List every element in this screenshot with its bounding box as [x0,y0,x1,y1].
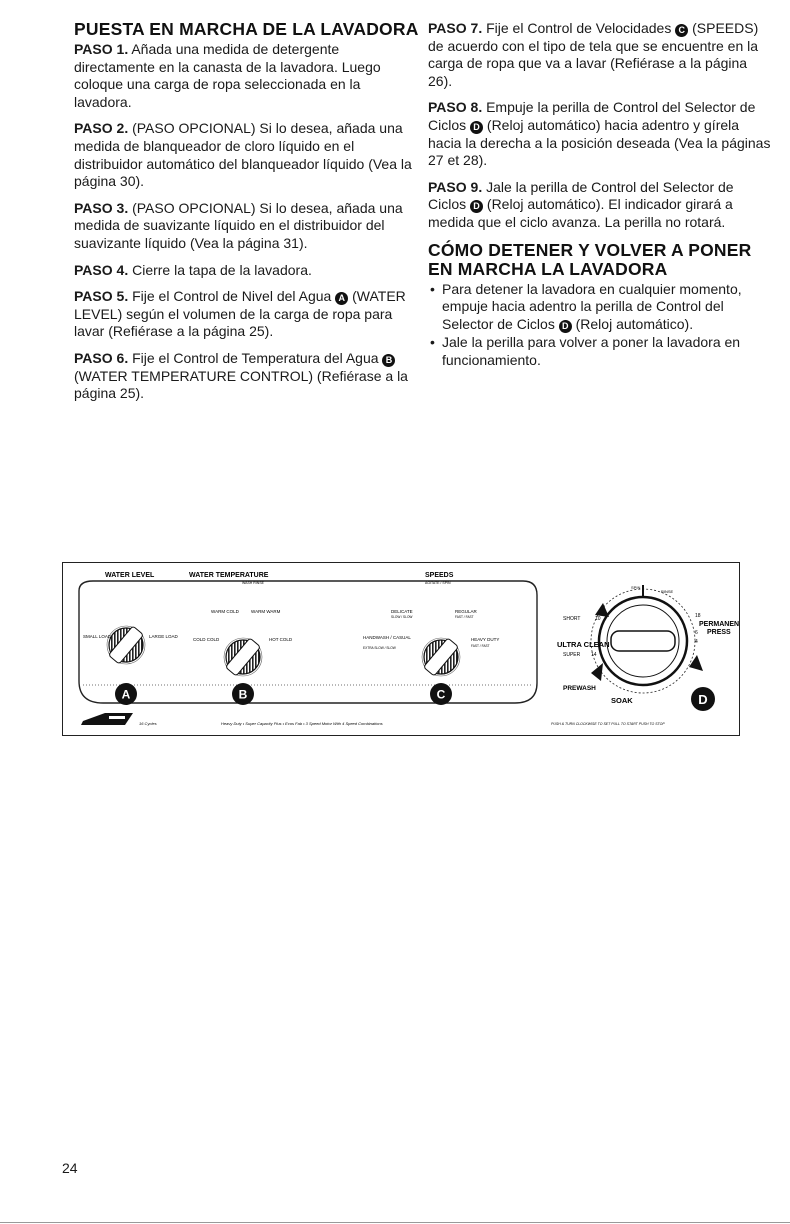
step-7 [428,20,773,90]
step-text: Empuje la perilla de Control del Selector de Ciclos [428,99,756,133]
speeds-left-sub: EXTRA SLOW / SLOW [363,646,396,650]
step-text: (WATER LEVEL) según el volumen de la carga de ropa para lavar (Refiérase a la página 25). [74,288,406,340]
stop-restart-list [428,281,773,370]
step-text: (Reloj automático) hacia adentro y gírela hacia la derecha a la posición deseada (Vea la páginas 27 et 28). [428,116,771,169]
step-text: Cierre la tapa de la lavadora. [132,261,312,278]
cycle-n18-label: 18 [695,613,701,619]
list-item [428,334,773,369]
marker-d-icon: D [470,200,483,213]
step-6 [74,350,419,403]
footer-instructions-text: PUSH & TURN CLOCKWISE TO SET PULL TO START PUSH TO STOP [551,722,665,726]
speeds-top-right-sub: FAST / FAST [455,615,474,619]
speeds-knob [422,638,460,676]
water-temp-header: WATER TEMPERATURE [189,572,269,579]
speeds-top-left-sub: SLOW / SLOW [391,615,413,619]
cycle-permanent-label: PERMANENT [699,621,739,628]
cycle-ultra-clean-label: ULTRA CLEAN [557,640,610,649]
marker-d-label: D [698,692,708,707]
step-label: PASO 2. [74,120,129,137]
step-label: PASO 1. [74,41,129,57]
step-3 [74,200,419,253]
step-label: PASO 6. [74,349,129,366]
marker-a-icon: A [335,292,348,305]
step-text: Fije el Control de Velocidades [486,20,672,36]
step-text: Añada una medida de detergente directamente en la canasta de la lavadora. Luego coloque una carga de ropa seleccionada en la lavadora. [74,41,381,110]
footer-features-text: Heavy Duty • Super Capacity Plus • Ecos Fab • 3 Speed Motor With 4 Speed Combinations [221,721,383,726]
cycle-soak-label: SOAK [611,696,633,705]
list-item-text: Para detener la lavadora en cualquier momento, empuje hacia adentro la perilla de Control del Selector de Ciclos [442,280,742,332]
step-text: (PASO OPCIONAL) Si lo desea, añada una medida de suavizante líquido en el distribuidor del suavizante líquido (Vea la página 31). [74,199,403,251]
water-temp-sub: WASH RINSE [241,581,265,585]
cycle-prewash-label: PREWASH [563,685,596,692]
step-1 [74,41,419,111]
cycle-spin-label: SPIN [631,585,641,590]
list-item-text: (Reloj automático). [575,315,694,332]
marker-b-icon: B [382,354,395,367]
water-level-right-label: LARGE LOAD [149,634,178,639]
marker-d-icon: D [470,121,483,134]
water-temp-right-label: HOT COLD [269,637,293,642]
step-text: (WATER TEMPERATURE CONTROL) (Refiérase a la página 25). [74,367,408,402]
step-text: Fije el Control de Temperatura del Agua [132,349,379,366]
step-8 [428,99,773,169]
step-4 [74,262,419,280]
speeds-right-label: HEAVY DUTY [471,637,500,642]
step-label: PASO 4. [74,261,129,278]
cycle-n14-label: 14 [591,652,597,658]
cycle-selector-dial [591,585,703,693]
cycle-short-label: SHORT [563,616,581,622]
speeds-top-right-label: REGULAR [455,609,477,614]
control-panel-illustration [62,562,740,736]
speeds-sub: AGITATE / SPIN [425,581,451,585]
list-item [428,281,773,334]
speeds-top-left-label: DELICATE [391,609,413,614]
step-label: PASO 9. [428,178,483,195]
speeds-right-sub: FAST / FAST [471,644,490,648]
water-level-knob [107,626,145,664]
bottom-edge-line [0,1222,790,1223]
cycle-n4-label: 4 [695,639,698,645]
step-9 [428,179,773,232]
water-temp-top-left-label: WARM COLD [211,609,239,614]
cycle-rinse-label: RINSE [661,589,674,594]
marker-d-icon: D [559,320,572,333]
footer-brand-text: 16 Cycles [139,721,157,726]
step-label: PASO 3. [74,199,129,216]
brand-logo-icon [81,713,133,725]
water-level-header: WATER LEVEL [105,572,155,579]
water-temp-top-right-label: WARM WARM [251,609,281,614]
list-item-text: Jale la perilla para volver a poner la lavadora en funcionamiento. [442,334,741,368]
step-label: PASO 5. [74,288,129,305]
marker-c-label: C [436,687,446,702]
step-5 [74,288,419,341]
page-number: 24 [62,1160,78,1176]
water-level-left-label: SMALL LOAD [83,634,112,639]
step-text: Fije el Control de Nivel del Agua [132,288,332,305]
cycle-press-label: PRESS [707,629,731,636]
water-temp-knob [224,638,262,676]
water-temp-left-label: COLD COLD [193,637,220,642]
step-text: Jale la perilla de Control del Selector de Ciclos [428,178,734,213]
cycle-n10-label: 10 [595,616,601,622]
marker-b-label: B [238,687,248,702]
step-label: PASO 8. [428,99,483,116]
step-2 [74,120,419,190]
section-title-start: PUESTA EN MARCHA DE LA LAVADORA [74,19,419,39]
cycle-n6-label: 6 [695,630,698,636]
marker-a-label: A [121,687,131,702]
right-column [428,20,773,371]
step-text: (PASO OPCIONAL) Si lo desea, añada una medida de blanqueador de cloro líquido en el distribuidor automático del blanqueador líquido (Vea la página 30). [74,120,412,190]
speeds-left-label: HANDWASH / CASUAL [363,635,411,640]
step-text: (Reloj automático). El indicador girará a medida que el ciclo avanza. La perilla no rotará. [428,196,733,230]
step-label: PASO 7. [428,20,483,36]
marker-c-icon: C [675,24,688,37]
control-panel-svg [63,563,739,735]
cycle-super-label: SUPER [563,652,581,658]
left-column [74,20,419,412]
step-text: (SPEEDS) de acuerdo con el tipo de tela que se encuentre en la carga de ropa que va a lavar (Refiérase a la página 26). [428,20,759,89]
section-title-stop-restart: CÓMO DETENER Y VOLVER A PONER EN MARCHA LA LAVADORA [428,239,752,279]
speeds-header: SPEEDS [425,572,454,579]
